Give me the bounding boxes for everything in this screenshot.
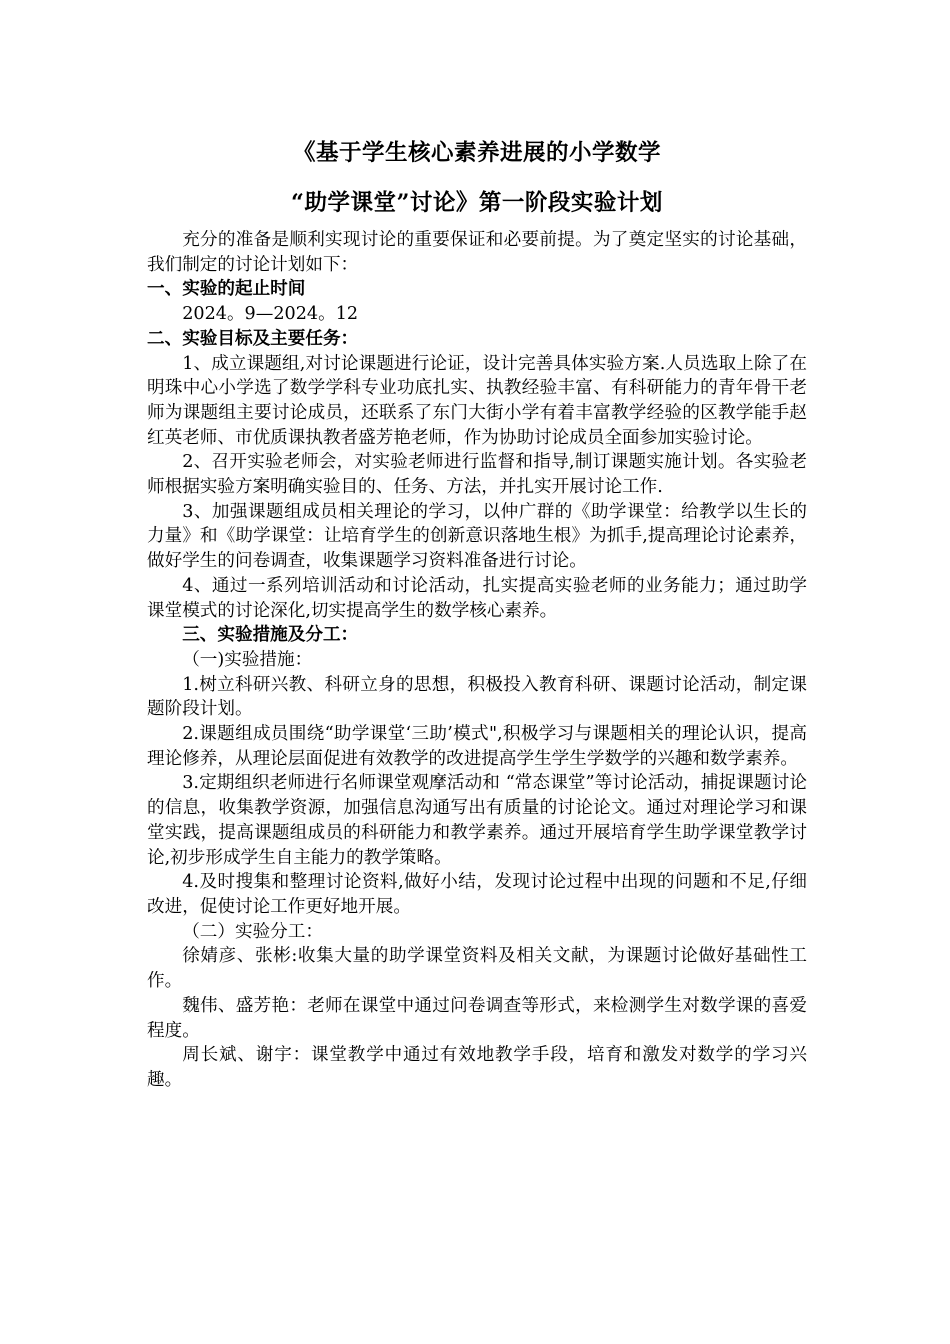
measure-item-2: 2.课题组成员围绕“助学课堂‘三助’模式",积极学习与课题相关的理论认识，提高理论修养，从理论层面促进有效教学的改进提高学生学生学数学的兴趣和数学素养。 [147,724,807,769]
division-item-3: 周长斌、谢宇：课堂教学中通过有效地教学手段，培育和激发对数学的学习兴趣。 [147,1045,807,1090]
section-2-item-4: 4、通过一系列培训活动和讨论活动，扎实提高实验老师的业务能力；通过助学课堂模式的讨论深化,切实提高学生的数学核心素养。 [147,575,807,621]
division-item-2: 魏伟、盛芳艳：老师在课堂中通过问卷调查等形式，来检测学生对数学课的喜爱程度。 [147,995,807,1041]
section-2-item-2: 2、召开实验老师会，对实验老师进行监督和指导,制订课题实施计划。各实验老师根据实验方案明确实验目的、任务、方法，并扎实开展讨论工作. [147,452,807,498]
intro-paragraph: 充分的准备是顺利实现讨论的重要保证和必要前提。为了奠定坚实的讨论基础，我们制定的讨论计划如下： [147,230,807,275]
document-title-line-2: “助学课堂”讨论》第一阶段实验计划 [291,190,663,216]
section-1-period: 2024。9—2024。12 [182,304,359,325]
document-body [147,228,807,1093]
section-2-item-1: 1、成立课题组,对讨论课题进行论证，设计完善具体实验方案.人员选取上除了在明珠中心小学选了数学学科专业功底扎实、执教经验丰富、有科研能力的青年骨干老师为课题组主要讨论成员，还联系了东门大街小学有着丰富教学经验的区教学能手赵红英老师、市优质课执教者盛芳艳老师，作为协助讨论成员全面参加实验讨论。 [147,353,807,448]
section-3-sub-2-heading: （二）实验分工： [182,921,323,942]
measure-item-1: 1.树立科研兴教、科研立身的思想，积极投入教育科研、课题讨论活动，制定课题阶段计划。 [147,674,807,720]
section-2-item-3: 3、加强课题组成员相关理论的学习，以仲广群的《助学课堂：给教学以生长的力量》和《助学课堂：让培育学生的创新意识落地生根》为抓手,提高理论讨论素养，做好学生的问卷调查，收集课题学习资料准备进行讨论。 [147,501,807,572]
section-1-heading: 一、实验的起止时间 [147,278,306,300]
measure-item-4: 4.及时搜集和整理讨论资料,做好小结，发现讨论过程中出现的问题和不足,仔细改进，促使讨论工作更好地开展。 [147,872,807,917]
section-3-sub-1-heading: （一)实验措施： [182,649,313,670]
document-title-line-1: 《基于学生核心素养进展的小学数学 [292,140,661,166]
measure-item-3: 3.定期组织老师进行名师课堂观摩活动和 “常态课堂”等讨论活动，捕捉课题讨论的信息，收集教学资源，加强信息沟通写出有质量的讨论论文。通过对理论学习和课堂实践，提高课题组成员的科研能力和教学素养。通过开展培育学生助学课堂教学讨论,初步形成学生自主能力的教学策略。 [147,773,807,868]
section-2-heading: 二、实验目标及主要任务： [147,327,359,349]
section-3-heading: 三、实验措施及分工： [182,624,359,646]
document-page [147,128,807,1093]
division-item-1: 徐婧彦、张彬:收集大量的助学课堂资料及相关文献，为课题讨论做好基础性工作。 [147,946,807,992]
